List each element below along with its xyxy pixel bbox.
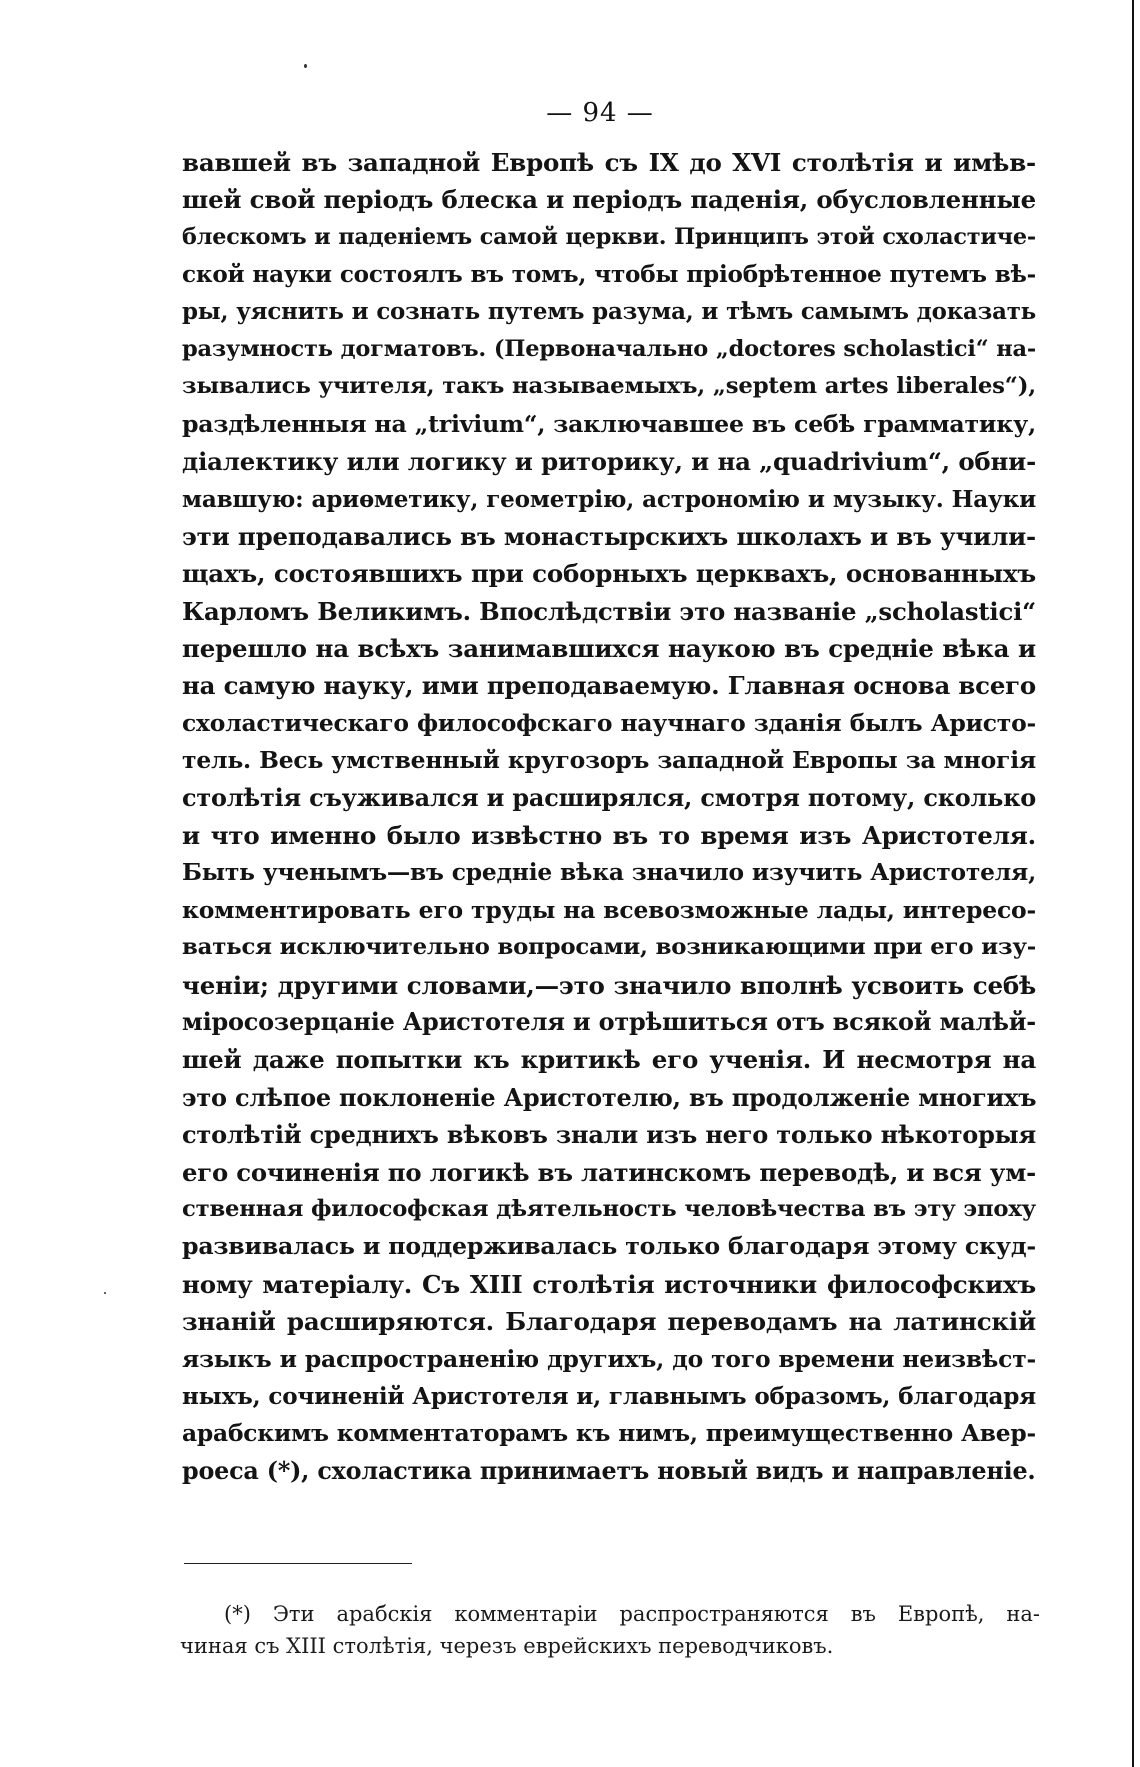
text-line: развивалась и поддерживалась только благодаря этому скуд- bbox=[182, 1232, 1036, 1261]
text-line: ской науки состоялъ въ томъ, чтобы пріобрѣтенное путемъ вѣ- bbox=[182, 261, 1036, 289]
text-line: ры, уяснить и сознать путемъ разума, и тѣмъ самымъ доказать bbox=[182, 298, 1036, 325]
text-line: міросозерцаніе Аристотеля и отрѣшиться отъ всякой малѣй- bbox=[182, 1007, 1036, 1036]
text-line: столѣтій среднихъ вѣковъ знали изъ него только нѣкоторыя bbox=[182, 1120, 1036, 1150]
text-line: роеса (*), схоластика принимаетъ новый видъ и направленіе. bbox=[182, 1456, 1036, 1485]
text-line: ченіи; другими словами,—это значило вполнѣ усвоить себѣ bbox=[182, 970, 1036, 1000]
text-line: вавшей въ западной Европѣ съ IX до XVI столѣтія и имѣв- bbox=[182, 148, 1036, 177]
text-line: ственная философская дѣятельность человѣчества въ эту эпоху bbox=[182, 1195, 1036, 1222]
paper-speck bbox=[104, 1292, 106, 1294]
paper-speck bbox=[304, 64, 307, 68]
text-line: схоластическаго философскаго научнаго зданія былъ Аристо- bbox=[182, 708, 1036, 737]
footnote-line: (*) Эти арабскія комментаріи распространяются въ Европѣ, на- bbox=[224, 1602, 1040, 1626]
text-line: шей даже попытки къ критикѣ его ученія. И несмотря на bbox=[182, 1045, 1036, 1075]
text-line: это слѣпое поклоненіе Аристотелю, въ продолженіе многихъ bbox=[182, 1082, 1036, 1112]
text-line: арабскимъ комментаторамъ къ нимъ, преимущественно Авер- bbox=[182, 1419, 1036, 1448]
text-line: языкъ и распространенію другихъ, до того времени неизвѣст- bbox=[182, 1344, 1036, 1373]
text-line: шей свой періодъ блеска и періодъ паденія, обусловленные bbox=[182, 185, 1036, 215]
text-line: щахъ, состоявшихъ при соборныхъ церквахъ, основанныхъ bbox=[182, 559, 1036, 589]
page-number: — 94 — bbox=[546, 98, 654, 128]
text-line: эти преподавались въ монастырскихъ школахъ и въ учили- bbox=[182, 521, 1036, 551]
text-line: Быть ученымъ—въ средніе вѣка значило изучить Аристотеля, bbox=[182, 858, 1036, 887]
text-line: комментировать его труды на всевозможные лады, интересо- bbox=[182, 895, 1036, 924]
footnote bbox=[180, 1598, 1040, 1662]
text-line: раздѣленныя на „trivium“, заключавшее въ себѣ грамматику, bbox=[182, 409, 1036, 438]
text-line: ныхъ, сочиненій Аристотеля и, главнымъ образомъ, благодаря bbox=[182, 1382, 1036, 1410]
text-line: его сочиненія по логикѣ въ латинскомъ переводѣ, и вся ум- bbox=[182, 1157, 1036, 1187]
footnote-separator bbox=[184, 1563, 412, 1564]
text-line: перешло на всѣхъ занимавшихся наукою въ средніе вѣка и bbox=[182, 634, 1036, 664]
text-line: знаній расширяются. Благодаря переводамъ на латинскій bbox=[182, 1307, 1036, 1337]
text-line: мавшую: ариѳметику, геометрію, астрономію и музыку. Науки bbox=[182, 485, 1036, 513]
body-text bbox=[182, 144, 1036, 1490]
text-line: діалектику или логику и риторику, и на „quadrivium“, обни- bbox=[182, 447, 1036, 477]
text-line: ному матеріалу. Съ XIII столѣтія источники философскихъ bbox=[182, 1269, 1036, 1299]
footnote-line: чиная съ XIII столѣтія, черезъ еврейскихъ переводчиковъ. bbox=[180, 1634, 834, 1658]
text-line: на самую науку, ими преподаваемую. Главная основа всего bbox=[182, 671, 1036, 701]
text-line: и что именно было извѣстно въ то время изъ Аристотеля. bbox=[182, 821, 1036, 851]
text-line: Карломъ Великимъ. Впослѣдствіи это названіе „scholastici“ bbox=[182, 596, 1036, 626]
text-line: блескомъ и паденіемъ самой церкви. Принципъ этой схоластиче- bbox=[182, 223, 1036, 250]
text-line: разумность догматовъ. (Первоначально „doctores scholastici“ на- bbox=[182, 335, 1036, 362]
text-line: столѣтія съуживался и расширялся, смотря потому, сколько bbox=[182, 783, 1036, 812]
text-line: тель. Весь умственный кругозоръ западной Европы за многія bbox=[182, 746, 1036, 775]
page-edge-shadow bbox=[1132, 0, 1134, 1767]
text-line: ваться исключительно вопросами, возникающими при его изу- bbox=[182, 934, 1036, 961]
text-line: зывались учителя, такъ называемыхъ, „septem artes liberales“), bbox=[182, 373, 1036, 400]
